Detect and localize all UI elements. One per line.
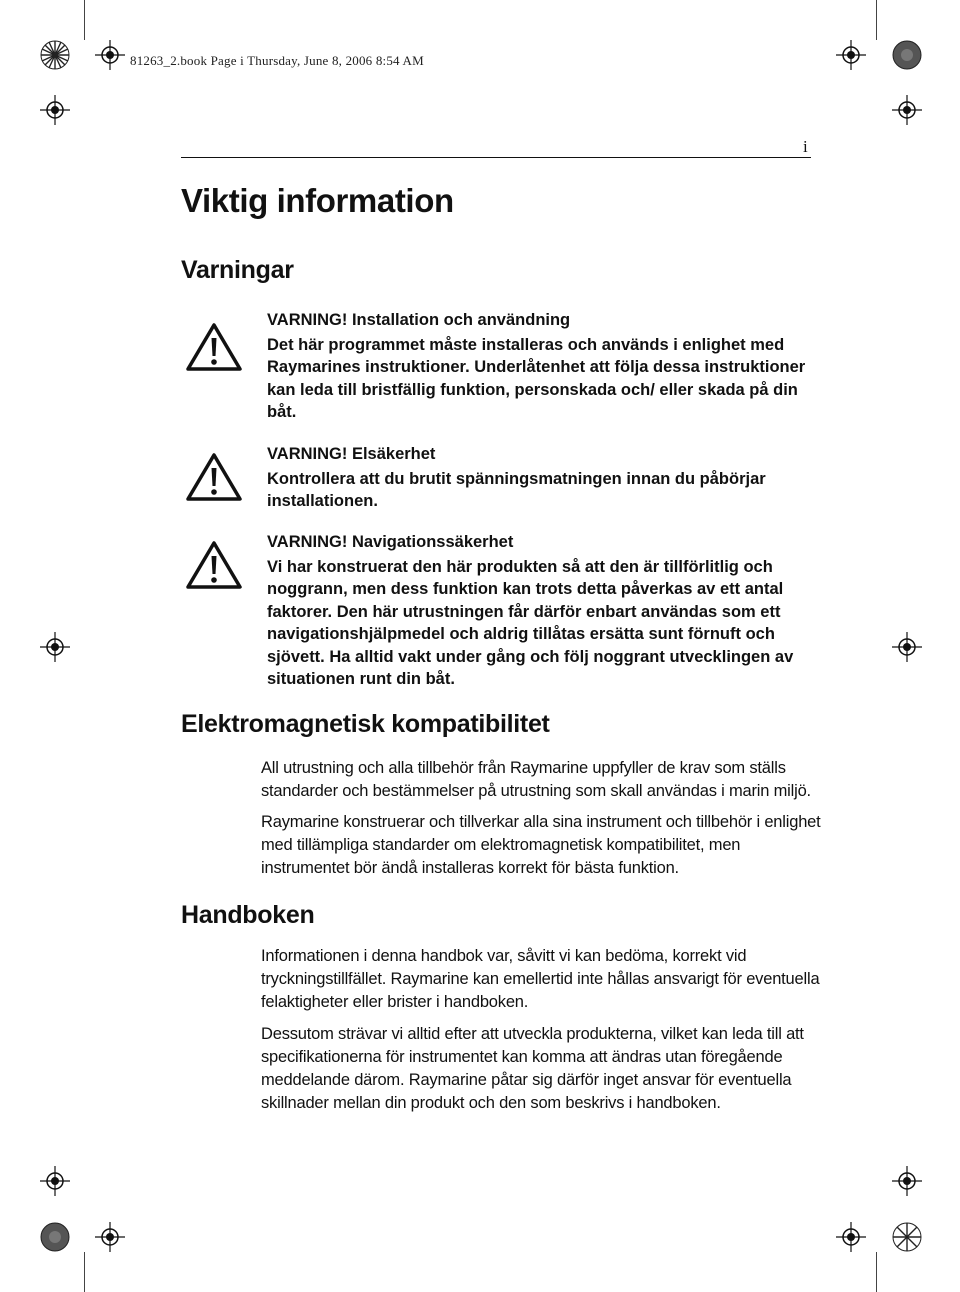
page-title: Viktig information <box>181 182 454 219</box>
color-starburst-icon <box>892 1222 922 1252</box>
color-starburst-icon <box>40 1222 70 1252</box>
warning-item <box>267 531 827 691</box>
handbook-heading: Handboken <box>181 901 315 929</box>
registration-mark-icon <box>40 1166 70 1196</box>
crop-line <box>876 1252 877 1292</box>
warning-triangle-icon <box>185 322 243 372</box>
warning-body: Kontrollera att du brutit spänningsmatningen innan du påbörjar installationen. <box>267 469 766 510</box>
emc-heading: Elektromagnetisk kompatibilitet <box>181 710 550 738</box>
registration-mark-icon <box>836 40 866 70</box>
warning-subject: Installation och användning <box>351 311 571 329</box>
warning-subject: Elsäkerhet <box>351 445 436 463</box>
page-number: i <box>803 137 808 156</box>
color-starburst-icon <box>892 40 922 70</box>
emc-paragraph: All utrustning och alla tillbehör från Raymarine uppfyller de krav som ställs standarder och bestämmelser på utrustning som skall användas i marin miljö. <box>261 759 811 800</box>
warning-body: Det här programmet måste installeras och används i enlighet med Raymarines instruktioner. Underlåtenhet att följa dessa instruktioner kan leda till bristfällig funktion, personskada och/ eller skada på din båt. <box>267 335 806 421</box>
crop-line <box>84 0 85 40</box>
handbook-paragraph: Dessutom strävar vi alltid efter att utveckla produkterna, vilket kan leda till att specifikationerna för instrumentet kan komma att ändras utan föregående meddelande därom. Raymarine påtar sig därför inget ansvar för eventuella skillnader mellan din produkt och den som beskrivs i handboken. <box>261 1025 804 1112</box>
crop-line <box>84 1252 85 1292</box>
registration-mark-icon <box>40 632 70 662</box>
warning-label: VARNING! <box>267 445 348 463</box>
warning-heading <box>267 443 827 466</box>
warning-subject: Navigationssäkerhet <box>351 533 514 551</box>
registration-mark-icon <box>892 95 922 125</box>
registration-mark-icon <box>892 632 922 662</box>
warning-item <box>267 309 827 424</box>
emc-paragraph: Raymarine konstruerar och tillverkar alla sina instrument och tillbehör i enlighet med tillämpliga standarder om elektromagnetisk kompatibilitet, men instrumentet bör ändå installeras korrekt för bästa funktion. <box>261 813 821 877</box>
header-rule <box>181 157 811 158</box>
warning-body: Vi har konstruerat den här produkten så att den är tillförlitlig och noggrann, men dess funktion kan trots detta påverkas av ett antal faktorer. Den här utrustningen får därför enbart användas som ett navigationshjälpmedel och aldrig tillåtas ersätta sunt förnuft och sjövett. Ha alltid vakt under gång och följ noggrant utvecklingen av situationen runt din båt. <box>267 557 794 688</box>
page-slug: 81263_2.book Page i Thursday, June 8, 2006 8:54 AM <box>130 53 424 68</box>
warning-triangle-icon <box>185 452 243 502</box>
registration-mark-icon <box>95 1222 125 1252</box>
color-starburst-icon <box>40 40 70 70</box>
registration-mark-icon <box>40 95 70 125</box>
warning-triangle-icon <box>185 540 243 590</box>
warning-label: VARNING! <box>267 311 348 329</box>
handbook-paragraph: Informationen i denna handbok var, såvitt vi kan bedöma, korrekt vid tryckningstillfället. Raymarine kan emellertid inte hållas ansvarigt för eventuella felaktigheter eller brister i handboken. <box>261 947 820 1011</box>
registration-mark-icon <box>95 40 125 70</box>
warning-heading <box>267 531 827 554</box>
crop-line <box>876 0 877 40</box>
warning-label: VARNING! <box>267 533 348 551</box>
warnings-heading: Varningar <box>181 256 294 284</box>
registration-mark-icon <box>836 1222 866 1252</box>
registration-mark-icon <box>892 1166 922 1196</box>
warning-item <box>267 443 827 513</box>
warning-heading <box>267 309 827 332</box>
